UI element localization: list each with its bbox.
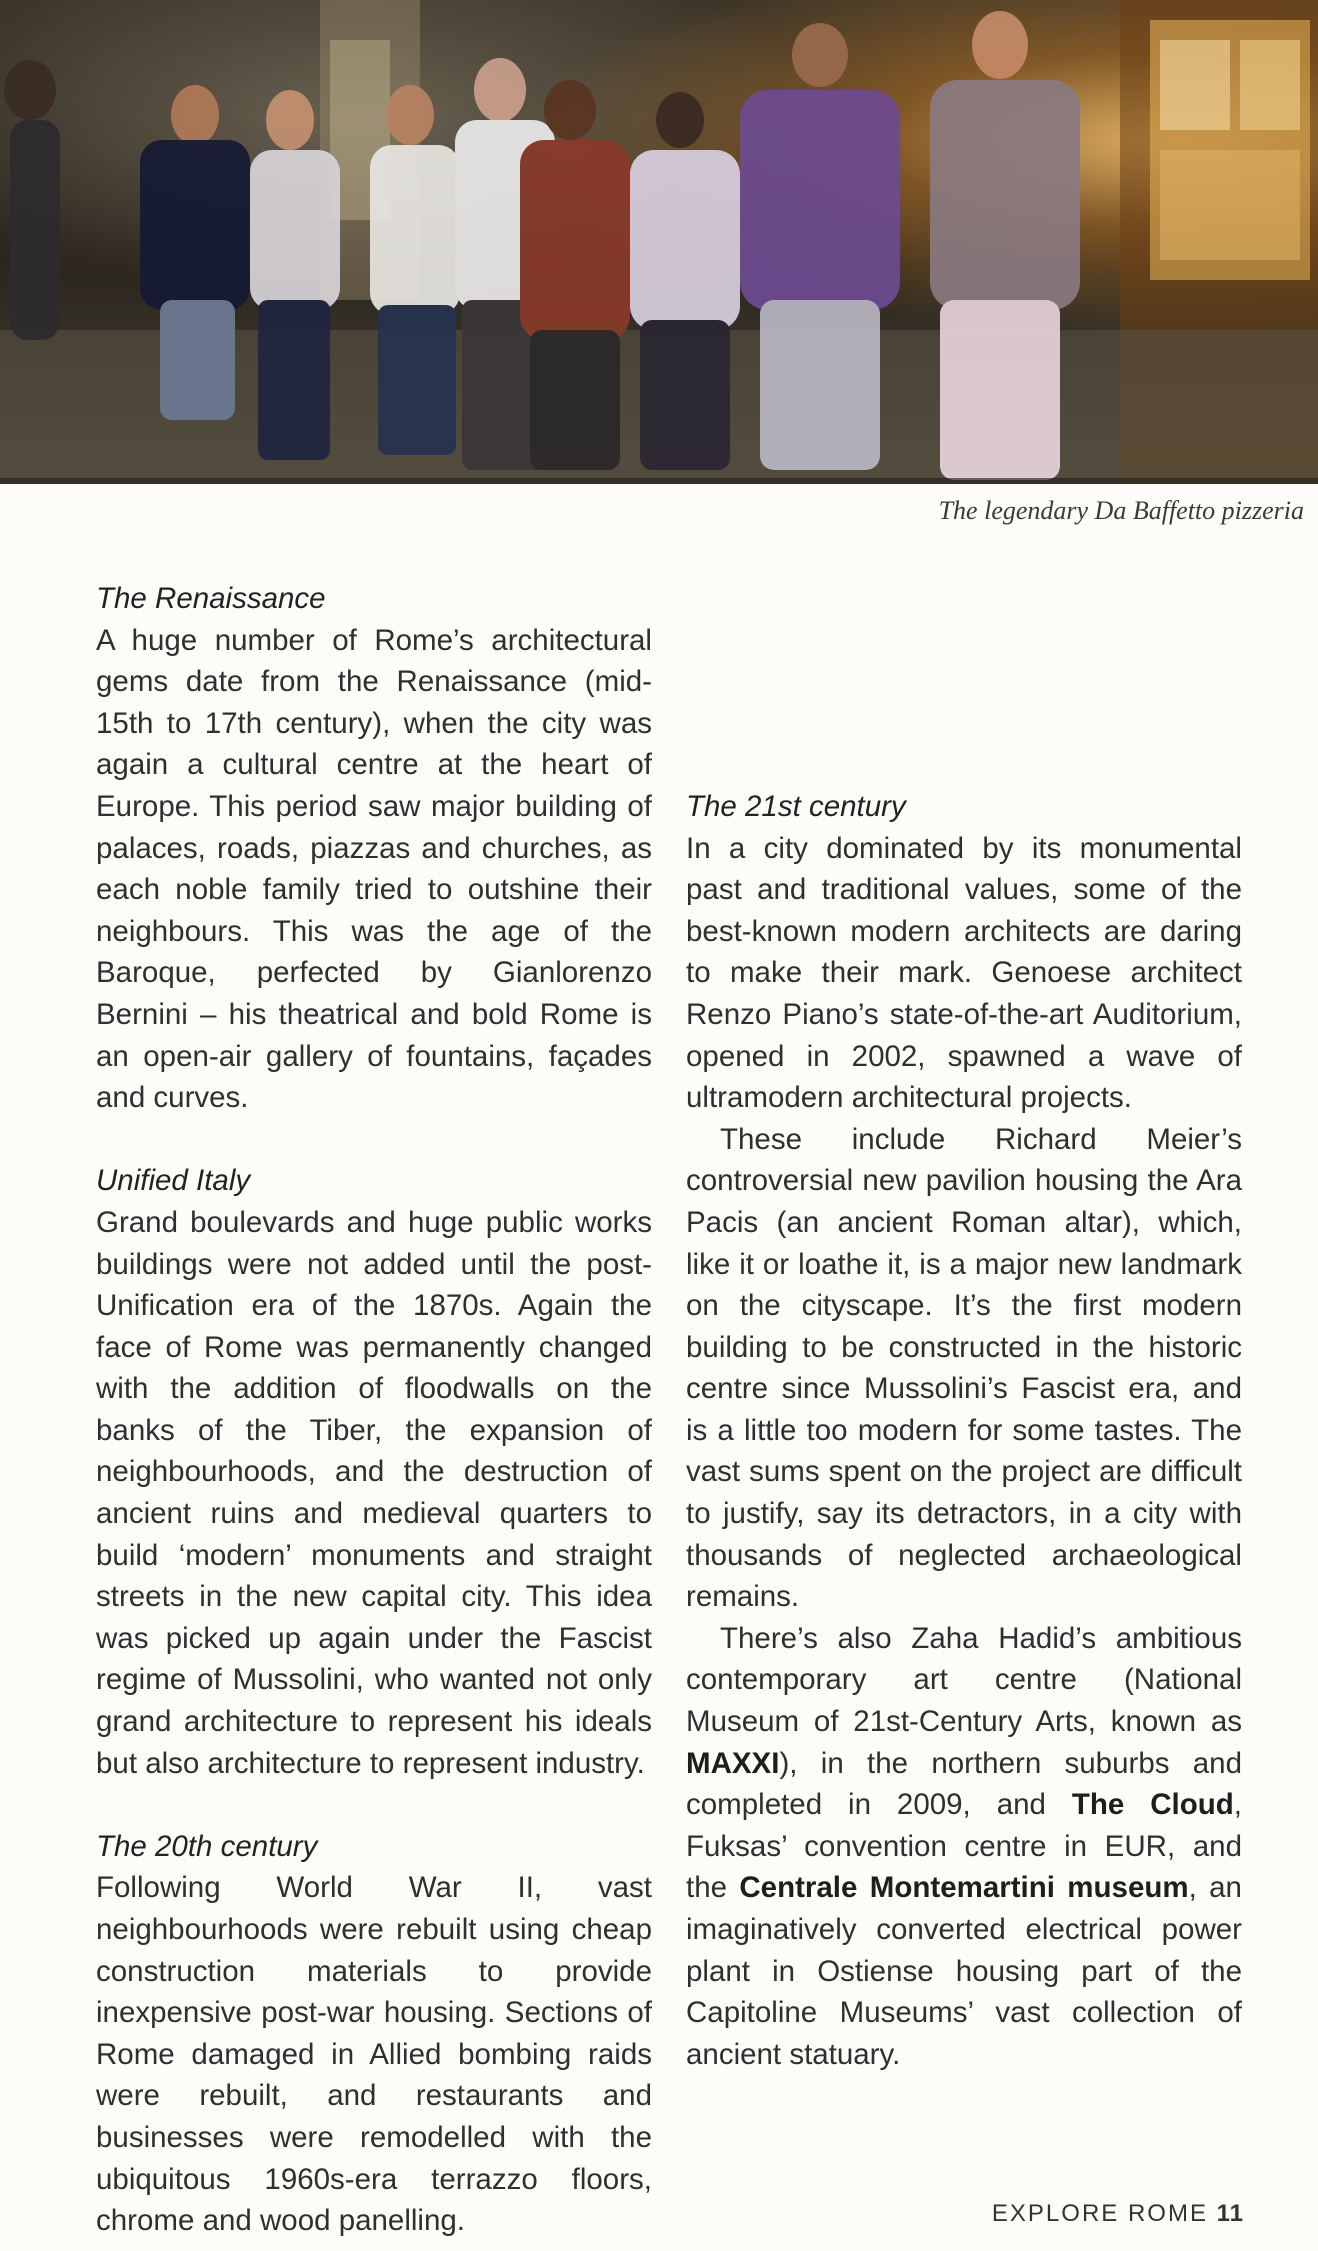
- section-body-unified-italy: Grand boulevards and huge public works buildings were not added until the post-Unification era of the 1870s. Again the face of Rome was permanently changed with the addition of floodwalls on the banks of the Tiber, the expansion of neighbourhoods, and the destruction of ancient ruins and medieval quarters to build ‘modern’ monuments and straight streets in the new capital city. This idea was picked up again under the Fascist regime of Mussolini, who wanted not only grand architecture to represent his ideals but also architecture to represent industry.: [96, 1205, 652, 1780]
- right-column: [686, 578, 1242, 2075]
- section-body-20th-century: Following World War II, vast neighbourhoods were rebuilt using cheap construction materials to provide inexpensive post-war housing. Sections of Rome damaged in Allied bombing raids were rebuilt, and restaurants and businesses were remodelled with the ubiquitous 1960s-era terrazzo floors, chrome and wood panelling.: [96, 1871, 652, 2238]
- page-footer: [992, 2200, 1244, 2228]
- hero-photo: [0, 0, 1318, 484]
- section-heading-20th-century: The 20th century: [96, 1829, 318, 1863]
- section-heading-21st-century: The 21st century: [686, 789, 906, 823]
- footer-label: EXPLORE ROME: [991, 2200, 1208, 2227]
- montemartini-highlight: Centrale Montemartini museum: [739, 1871, 1189, 1905]
- section-body-21st-century-2: These include Richard Meier’s controversial new pavilion housing the Ara Pacis (an ancient Roman altar), which, like it or loathe it, is a major new landmark on the cityscape. It’s the first modern building to be constructed in the historic centre since Mussolini’s Fascist era, and is a little too modern for some tastes. The vast sums spent on the project are difficult to justify, say its detractors, in a city with thousands of neglected archaeological remains.: [686, 1122, 1242, 1614]
- left-column: [96, 578, 652, 2242]
- section-body-renaissance: A huge number of Rome’s architectural gems date from the Renaissance (mid-15th to 17th century), when the city was again a cultural centre at the heart of Europe. This period saw major building of palaces, roads, piazzas and churches, as each noble family tried to outshine their neighbours. This was the age of the Baroque, perfected by Gianlorenzo Bernini – his theatrical and bold Rome is an open-air gallery of fountains, façades and curves.: [96, 623, 652, 1115]
- pizzeria-street-scene: [0, 0, 1318, 484]
- section-body-21st-century-3: There’s also Zaha Hadid’s ambitious contemporary art centre (National Museum of 21st-Century Arts, known as MAXXI), in the northern suburbs and completed in 2009, and The Cloud, Fuksas’ convention centre in EUR, and the Centrale Montemartini museum, an imaginatively converted electrical power plant in Ostiense housing part of the Capitoline Museums’ vast collection of ancient statuary.: [686, 1621, 1242, 2071]
- maxxi-highlight: MAXXI: [686, 1746, 780, 1780]
- the-cloud-highlight: The Cloud: [1071, 1788, 1234, 1822]
- photo-caption: The legendary Da Baffetto pizzeria: [938, 496, 1304, 525]
- section-heading-unified-italy: Unified Italy: [96, 1164, 251, 1198]
- section-heading-renaissance: The Renaissance: [96, 582, 326, 615]
- section-body-21st-century: In a city dominated by its monumental past and traditional values, some of the best-known modern architects are daring to make their mark. Genoese architect Renzo Piano’s state-of-the-art Auditorium, opened in 2002, spawned a wave of ultramodern architectural projects.: [686, 831, 1242, 1115]
- page-number: 11: [1216, 2200, 1244, 2227]
